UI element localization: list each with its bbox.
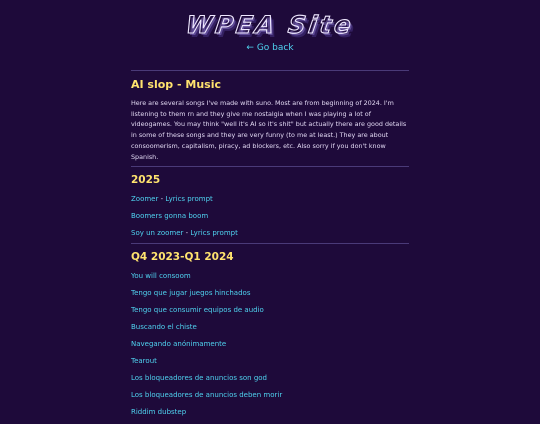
list-item <box>131 390 409 407</box>
song-link[interactable]: Los bloqueadores de anuncios deben morir <box>131 391 283 400</box>
page-title: AI slop - Music <box>131 78 222 91</box>
song-link[interactable]: Tengo que consumir equipos de audio <box>131 306 264 315</box>
song-link[interactable]: Riddim dubstep <box>131 408 187 417</box>
list-item <box>131 288 409 305</box>
song-list <box>131 194 409 245</box>
list-item <box>131 194 409 211</box>
lyrics-prompt-link[interactable]: Lyrics prompt <box>165 195 213 204</box>
section-heading: Q4 2023-Q1 2024 <box>131 251 234 264</box>
divider <box>131 70 409 71</box>
song-link[interactable]: Tengo que jugar juegos hinchados <box>131 289 251 298</box>
song-link[interactable]: You will consoom <box>131 272 191 281</box>
list-item <box>131 356 409 373</box>
list-item <box>131 407 409 424</box>
song-link[interactable]: Buscando el chiste <box>131 323 197 332</box>
song-link[interactable]: Soy un zoomer <box>131 229 184 238</box>
song-link[interactable]: Boomers gonna boom <box>131 212 209 221</box>
song-list <box>131 271 409 424</box>
site-logo[interactable]: WPEA Site <box>184 11 356 39</box>
intro-paragraph: Here are several songs I've made with suno. Most are from beginning of 2024. I'm listening to them rn and they give me nostalgia when I was playing a lot of videogames. You may think "well it's AI so it's shit" but actually there are good details in some of these songs and they are very funny (to me at least.) They are about consoomerism, capitalism, piracy, ad blockers, etc. Also sorry if you don't know Spanish. <box>131 99 407 161</box>
lyrics-prompt-link[interactable]: Lyrics prompt <box>190 229 238 238</box>
section-2025 <box>131 173 409 245</box>
list-item <box>131 305 409 322</box>
section-heading: 2025 <box>131 174 161 187</box>
list-item <box>131 322 409 339</box>
section-q4-2023-q1-2024 <box>131 250 409 424</box>
go-back-link[interactable]: ← Go back <box>246 43 294 53</box>
list-item <box>131 271 409 288</box>
list-item <box>131 373 409 390</box>
list-item <box>131 339 409 356</box>
list-item <box>131 211 409 228</box>
site-header <box>0 9 540 41</box>
song-link[interactable]: Los bloqueadores de anuncios son god <box>131 374 267 383</box>
separator: - <box>158 195 166 204</box>
divider <box>131 243 409 244</box>
song-link[interactable]: Zoomer <box>131 195 159 204</box>
divider <box>131 166 409 167</box>
song-link[interactable]: Navegando anónimamente <box>131 340 227 349</box>
separator: - <box>183 229 191 238</box>
main-content <box>131 70 409 424</box>
song-link[interactable]: Tearout <box>131 357 157 366</box>
